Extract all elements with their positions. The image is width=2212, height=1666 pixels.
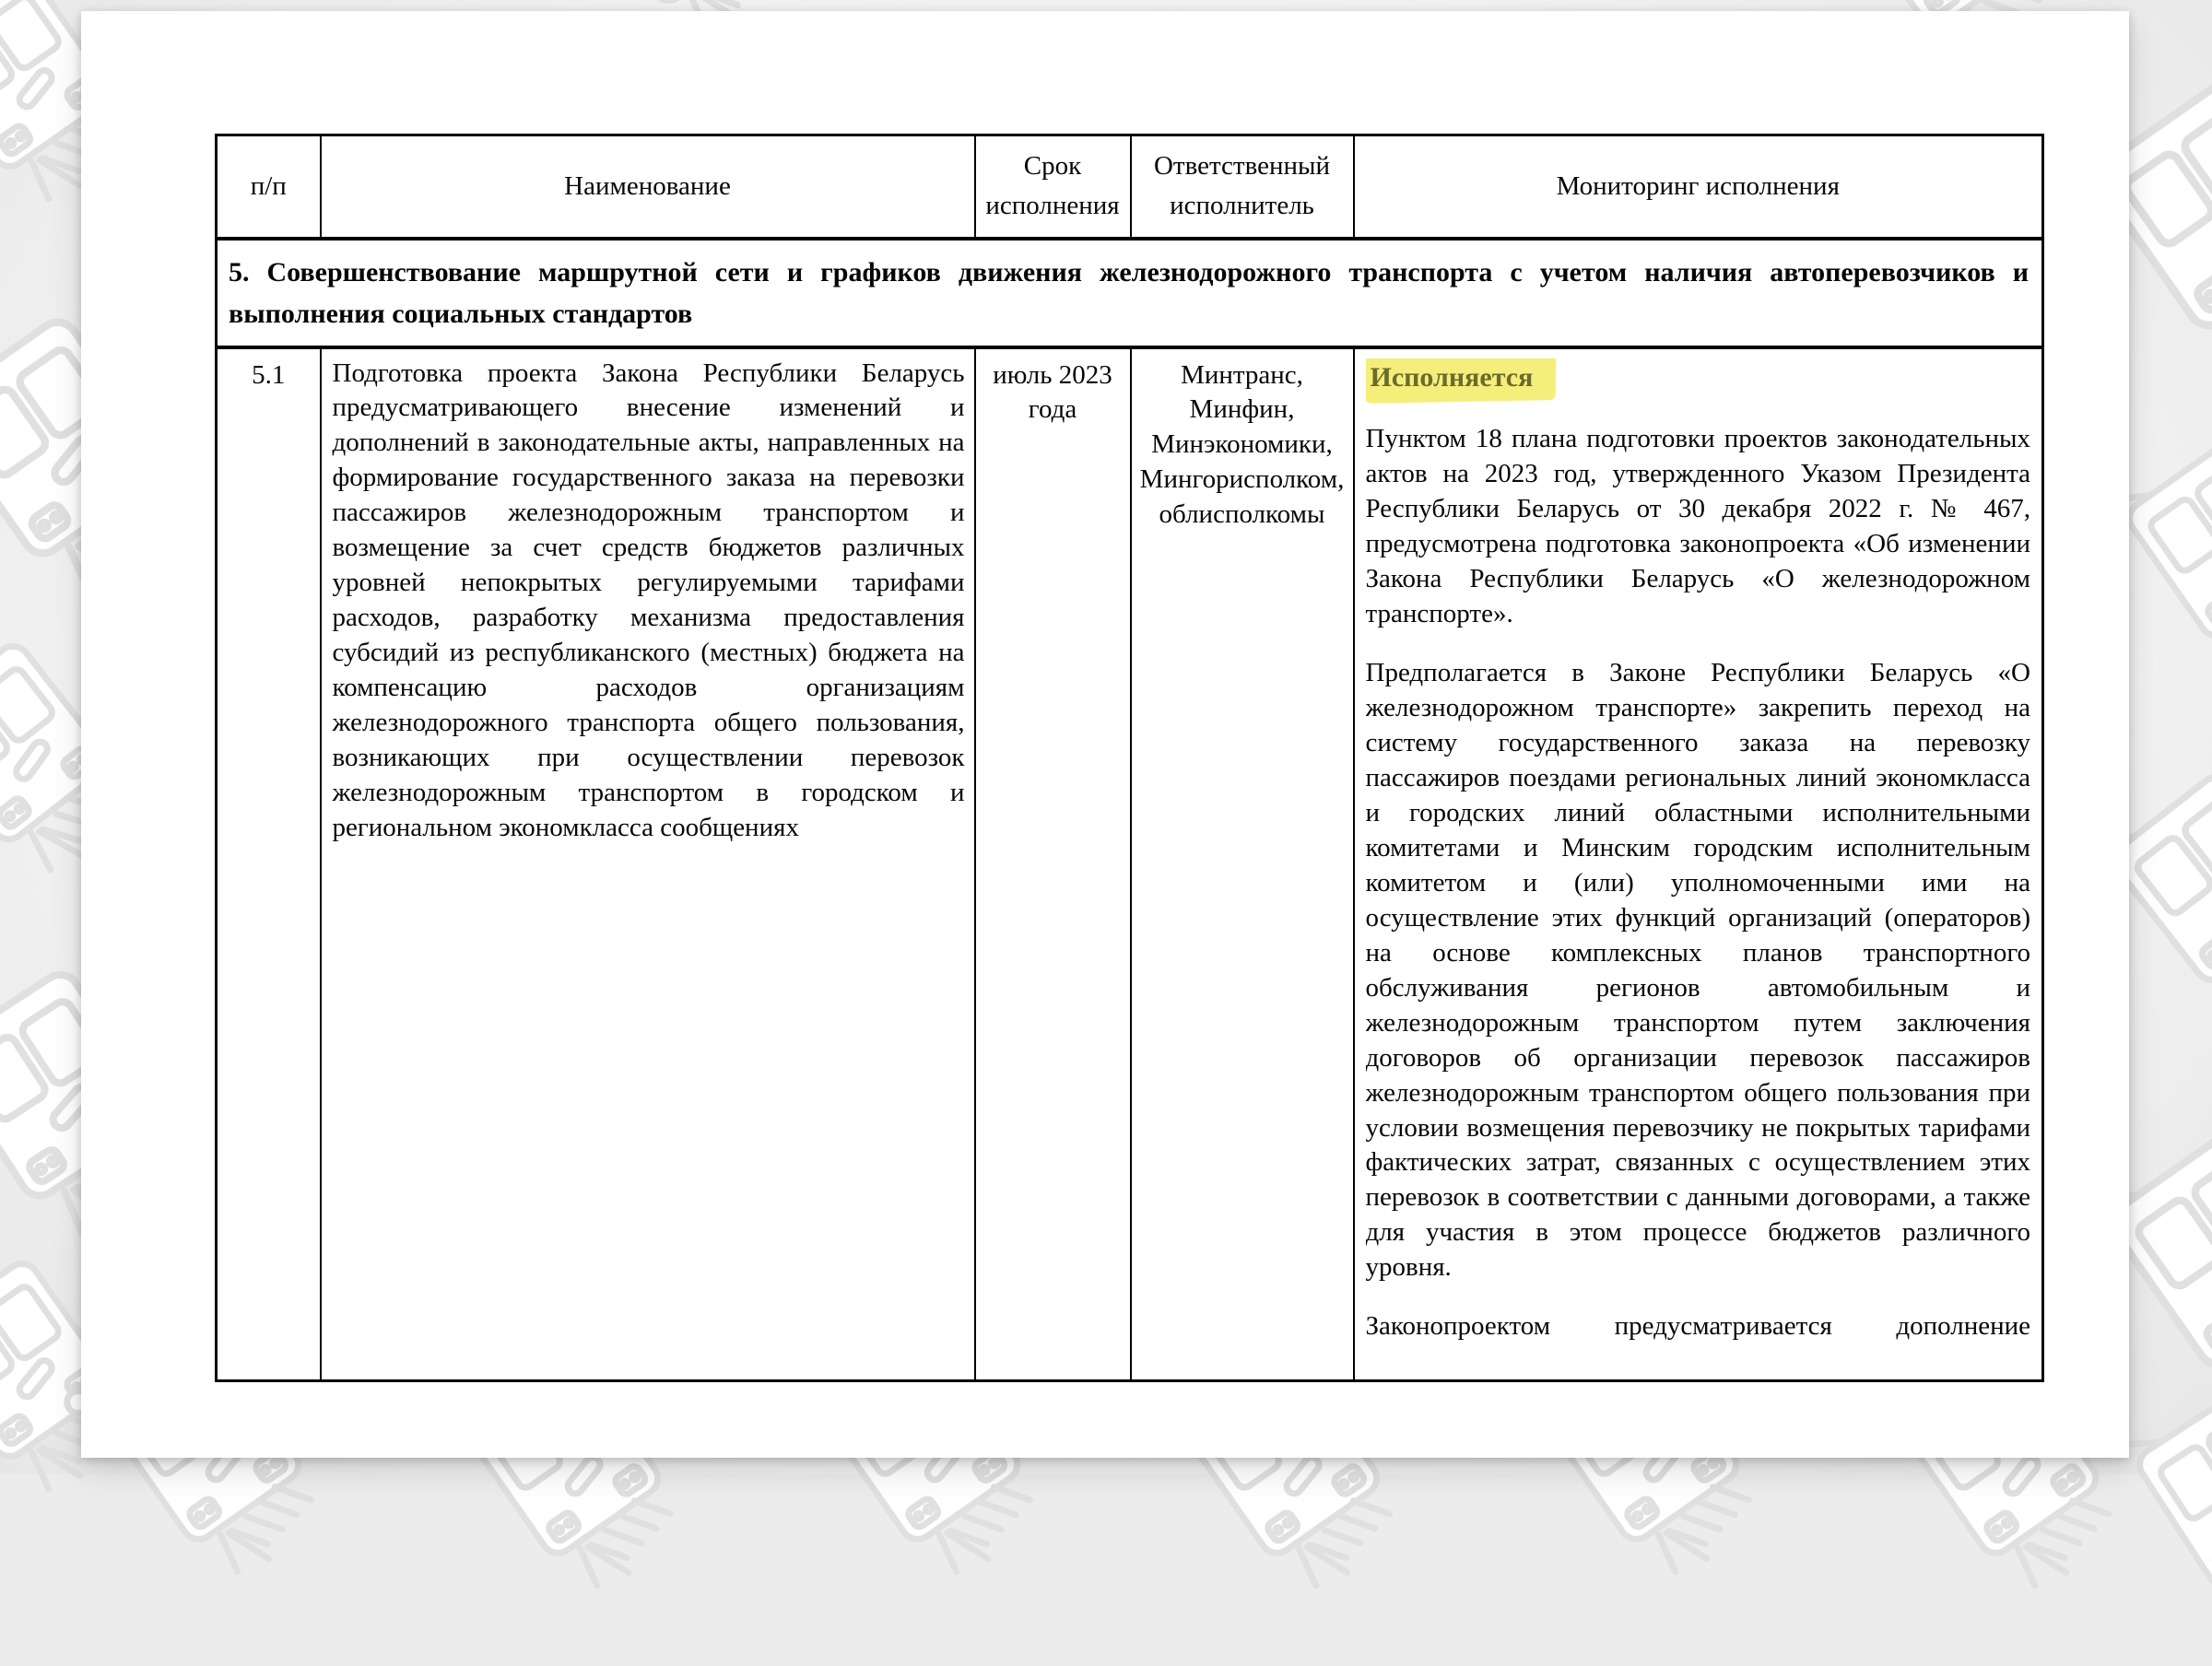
header-deadline: Срок исполнения xyxy=(975,135,1131,239)
table-header-row xyxy=(217,135,2043,239)
row-deadline: июль 2023 года xyxy=(975,347,1131,1381)
plan-table xyxy=(215,134,2044,1382)
table-row xyxy=(217,347,2043,1381)
monitoring-content xyxy=(1366,358,2031,1370)
row-number: 5.1 xyxy=(217,347,321,1381)
row-name: Подготовка проекта Закона Республики Беларусь предусматривающего внесение изменений и дополнений в законодательные акты, направленных на формирование государственного заказа на перевозки пассажиров железнодорожным транспортом и возмещение за счет средств бюджетов различных уровней непокрытых регулируемыми тарифами расходов, разработку механизма предоставления субсидий из республиканского (местных) бюджета на компенсацию расходов организациям железнодорожного транспорта общего пользования, возникающих при осуществлении перевозок железнодорожным транспортом в городском и региональном экономкласса сообщениях xyxy=(321,347,975,1381)
document-page xyxy=(81,11,2129,1458)
monitoring-paragraphs xyxy=(1366,422,2031,1345)
header-executor: Ответственный исполнитель xyxy=(1131,135,1354,239)
header-num: п/п xyxy=(217,135,321,239)
monitoring-paragraph: Предполагается в Законе Республики Беларусь «О железнодорожном транспорте» закрепить переход на систему государственного заказа на перевозку пассажиров поездами региональных линий экономкласса и городских линий областными исполнительными комитетами и Минским городским исполнительным комитетом и (или) уполномоченными ими на осуществление этих функций организаций (операторов) на основе комплексных планов транспортного обслуживания регионов автомобильным и железнодорожным транспортом путем заключения договоров об организации перевозок пассажиров железнодорожным транспортом общего пользования при условии возмещения перевозчику не покрытых тарифами фактических затрат, связанных с осуществлением этих перевозок в соответствии с данными договорами, а также для участия в этом процессе бюджетов различного уровня. xyxy=(1366,656,2031,1286)
monitoring-paragraph: Законопроектом предусматривается дополнение xyxy=(1366,1309,2031,1344)
monitoring-paragraph: Пунктом 18 плана подготовки проектов законодательных актов на 2023 год, утвержденного Указом Президента Республики Беларусь от 30 декабря 2022 г. № 467, предусмотрена подготовка законопроекта «Об изменении Закона Республики Беларусь «О железнодорожном транспорте». xyxy=(1366,422,2031,632)
status-line xyxy=(1366,358,2031,398)
section-header-row xyxy=(217,239,2043,347)
row-monitoring xyxy=(1354,347,2043,1381)
header-monitoring: Мониторинг исполнения xyxy=(1354,135,2043,239)
status-badge: Исполняется xyxy=(1366,358,1543,398)
row-executors: Минтранс, Минфин, Минэкономики, Мингорисполком, облисполкомы xyxy=(1131,347,1354,1381)
section-title: 5. Совершенствование маршрутной сети и графиков движения железнодорожного транспорта с учетом наличия автоперевозчиков и выполнения социальных стандартов xyxy=(217,239,2043,347)
header-name: Наименование xyxy=(321,135,975,239)
